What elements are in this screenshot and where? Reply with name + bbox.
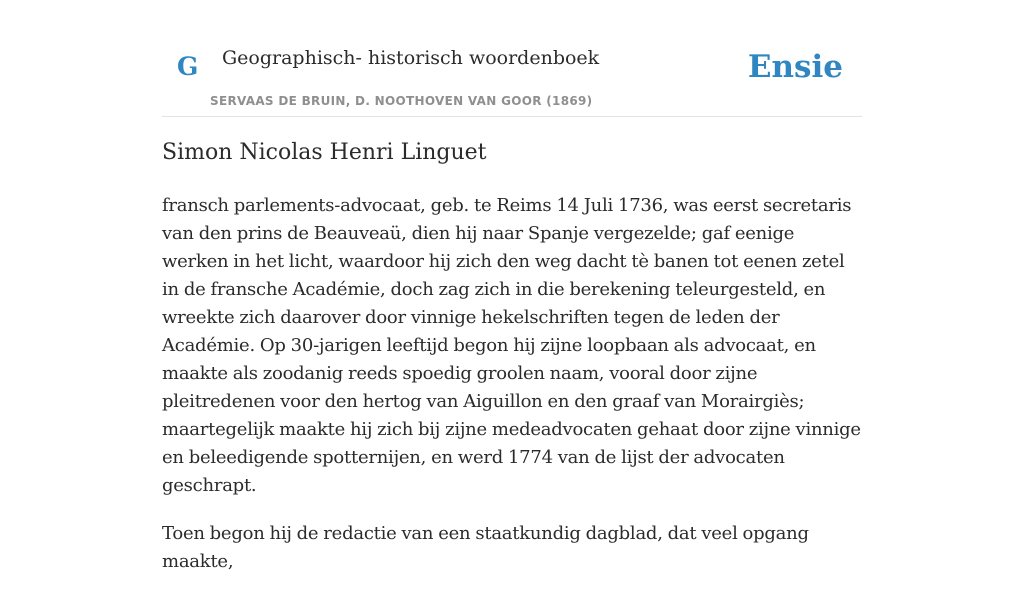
- book-authors: SERVAAS DE BRUIN, D. NOOTHOVEN VAN GOOR (1869): [210, 94, 593, 108]
- entry-paragraph: Toen begon hij de redactie van een staatkundig dagblad, dat veel opgang maakte,: [162, 523, 809, 572]
- entry-title: Simon Nicolas Henri Linguet: [162, 140, 487, 165]
- ensie-brand-logo[interactable]: Ensie: [747, 49, 843, 85]
- entry-content: [162, 192, 864, 596]
- book-title[interactable]: Geographisch- historisch woordenboek: [222, 47, 600, 69]
- site-header: [162, 0, 862, 117]
- book-logo-link[interactable]: G: [177, 52, 199, 81]
- entry-paragraph: fransch parlements-advocaat, geb. te Reims 14 Juli 1736, was eerst secretaris van den prins de Beauveaü, dien hij naar Spanje vergezelde; gaf eenige werken in het licht, waardoor hij zich den weg dacht tè banen tot eenen zetel in de fransche Académie, doch zag zich in die berekening teleurgesteld, en wreekte zich daarover door vinnige hekelschriften tegen de leden der Académie. Op 30-jarigen leeftijd begon hij zijne loopbaan als advocaat, en maakte als zoodanig reeds spoedig groolen naam, vooral door zijne pleitredenen voor den hertog van Aiguillon en den graaf van Morairgiès; maartegelijk maakte hij zich bij zijne medeadvocaten gehaat door zijne vinnige en beleedigende spotternijen, en werd 1774 van de lijst der advocaten geschrapt.: [162, 195, 861, 496]
